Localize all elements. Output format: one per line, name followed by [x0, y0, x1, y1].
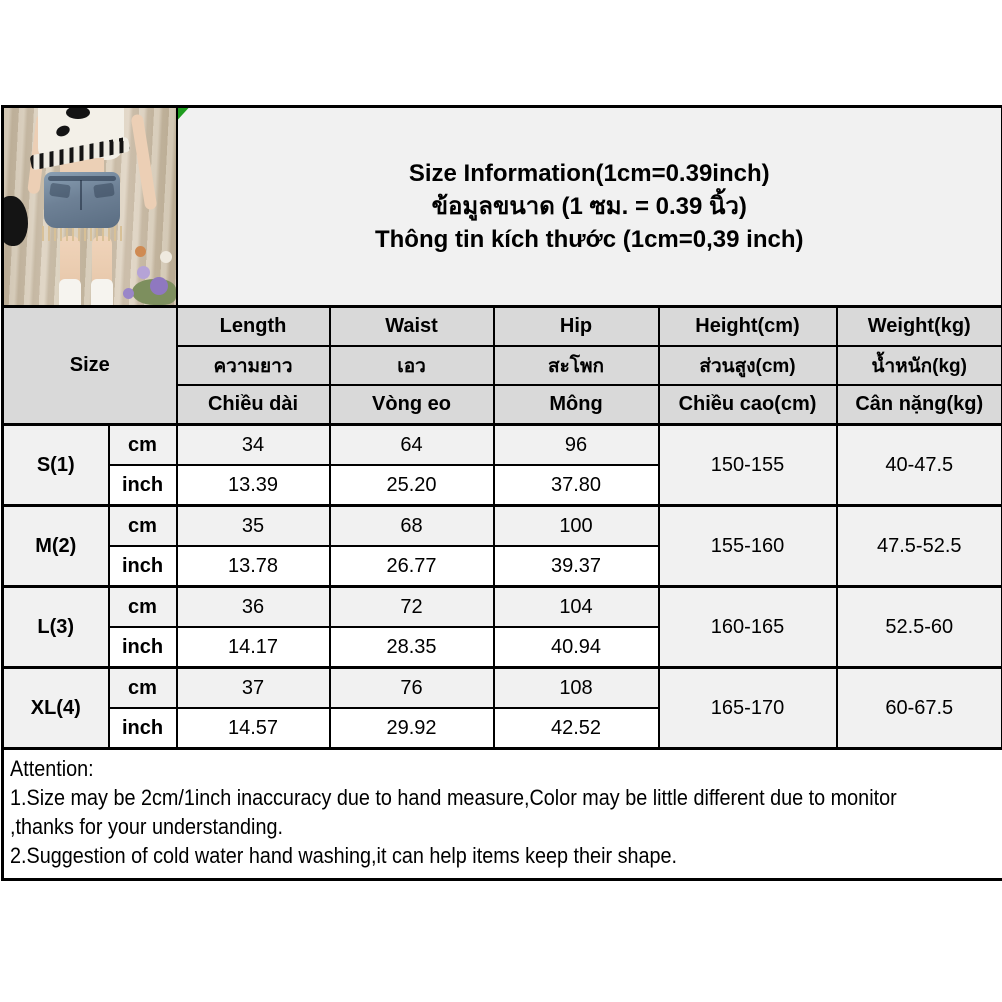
value-cell: 13.78: [177, 546, 330, 587]
attention-line: ,thanks for your understanding.: [10, 814, 283, 839]
unit-cm: cm: [109, 587, 177, 628]
weight-range: 52.5-60: [837, 587, 1002, 668]
knit-pattern: [55, 124, 72, 139]
col-header-waist-vi: Vòng eo: [330, 385, 494, 425]
pocket: [49, 183, 71, 199]
col-header-waist-th: เอว: [330, 346, 494, 385]
col-header-weight-vi: Cân nặng(kg): [837, 385, 1002, 425]
value-cell: 14.57: [177, 708, 330, 749]
col-header-height: Height(cm): [659, 307, 837, 347]
product-photo-cell: [3, 107, 177, 307]
col-header-height-vi: Chiều cao(cm): [659, 385, 837, 425]
table-row: [3, 587, 1002, 628]
attention-note: [1, 747, 1002, 881]
col-header-length-vi: Chiều dài: [177, 385, 330, 425]
size-label-m: M(2): [3, 506, 109, 587]
title-english: Size Information(1cm=0.39inch): [408, 160, 770, 187]
unit-cm: cm: [109, 668, 177, 709]
title-cell: [177, 107, 1002, 307]
left-sock: [59, 279, 81, 305]
attention-heading: Attention:: [10, 756, 94, 781]
col-header-waist: Waist: [330, 307, 494, 347]
table-row: [3, 425, 1002, 466]
height-range: 160-165: [659, 587, 837, 668]
product-photo: [4, 108, 176, 305]
value-cell: 36: [177, 587, 330, 628]
value-cell: 34: [177, 425, 330, 466]
title-row: [3, 107, 1002, 307]
value-cell: 64: [330, 425, 494, 466]
flower: [150, 277, 168, 295]
title-thai: ข้อมูลขนาด (1 ซม. = 0.39 นิ้ว): [431, 193, 747, 220]
denim-shorts: [44, 172, 120, 228]
col-header-length-th: ความยาว: [177, 346, 330, 385]
value-cell: 42.52: [494, 708, 659, 749]
size-label-l: L(3): [3, 587, 109, 668]
value-cell: 96: [494, 425, 659, 466]
height-range: 150-155: [659, 425, 837, 506]
attention-line: 1.Size may be 2cm/1inch inaccuracy due to hand measure,Color may be little different due to monitor: [10, 785, 897, 810]
pocket: [93, 183, 115, 199]
knit-pattern: [66, 107, 90, 120]
value-cell: 76: [330, 668, 494, 709]
value-cell: 39.37: [494, 546, 659, 587]
col-header-weight: Weight(kg): [837, 307, 1002, 347]
value-cell: 37.80: [494, 465, 659, 506]
green-corner-marker-icon: [178, 108, 189, 120]
flower: [135, 246, 146, 257]
size-chart-table: [1, 105, 1002, 750]
waistband: [48, 176, 116, 181]
value-cell: 40.94: [494, 627, 659, 668]
size-label-xl: XL(4): [3, 668, 109, 749]
value-cell: 100: [494, 506, 659, 547]
value-cell: 25.20: [330, 465, 494, 506]
weight-range: 47.5-52.5: [837, 506, 1002, 587]
flower-bouquet: [106, 225, 176, 305]
value-cell: 35: [177, 506, 330, 547]
flower: [123, 288, 134, 299]
flower: [160, 251, 172, 263]
unit-cm: cm: [109, 506, 177, 547]
weight-range: 60-67.5: [837, 668, 1002, 749]
unit-cm: cm: [109, 425, 177, 466]
value-cell: 13.39: [177, 465, 330, 506]
weight-range: 40-47.5: [837, 425, 1002, 506]
attention-line: 2.Suggestion of cold water hand washing,it can help items keep their shape.: [10, 843, 678, 868]
unit-inch: inch: [109, 627, 177, 668]
value-cell: 28.35: [330, 627, 494, 668]
title-vietnamese: Thông tin kích thước (1cm=0,39 inch): [374, 226, 804, 253]
flower: [137, 266, 150, 279]
col-header-length: Length: [177, 307, 330, 347]
height-range: 155-160: [659, 506, 837, 587]
value-cell: 68: [330, 506, 494, 547]
size-label-s: S(1): [3, 425, 109, 506]
height-range: 165-170: [659, 668, 837, 749]
value-cell: 37: [177, 668, 330, 709]
value-cell: 29.92: [330, 708, 494, 749]
col-header-hip-th: สะโพก: [494, 346, 659, 385]
unit-inch: inch: [109, 465, 177, 506]
col-header-hip-vi: Mông: [494, 385, 659, 425]
value-cell: 108: [494, 668, 659, 709]
unit-inch: inch: [109, 546, 177, 587]
value-cell: 72: [330, 587, 494, 628]
fly-seam: [80, 180, 82, 210]
value-cell: 14.17: [177, 627, 330, 668]
header-row-english: [3, 307, 1002, 347]
unit-inch: inch: [109, 708, 177, 749]
table-row: [3, 668, 1002, 709]
col-header-height-th: ส่วนสูง(cm): [659, 346, 837, 385]
corner-size-label: Size: [3, 307, 177, 425]
value-cell: 26.77: [330, 546, 494, 587]
col-header-weight-th: น้ำหนัก(kg): [837, 346, 1002, 385]
col-header-hip: Hip: [494, 307, 659, 347]
table-row: [3, 506, 1002, 547]
value-cell: 104: [494, 587, 659, 628]
